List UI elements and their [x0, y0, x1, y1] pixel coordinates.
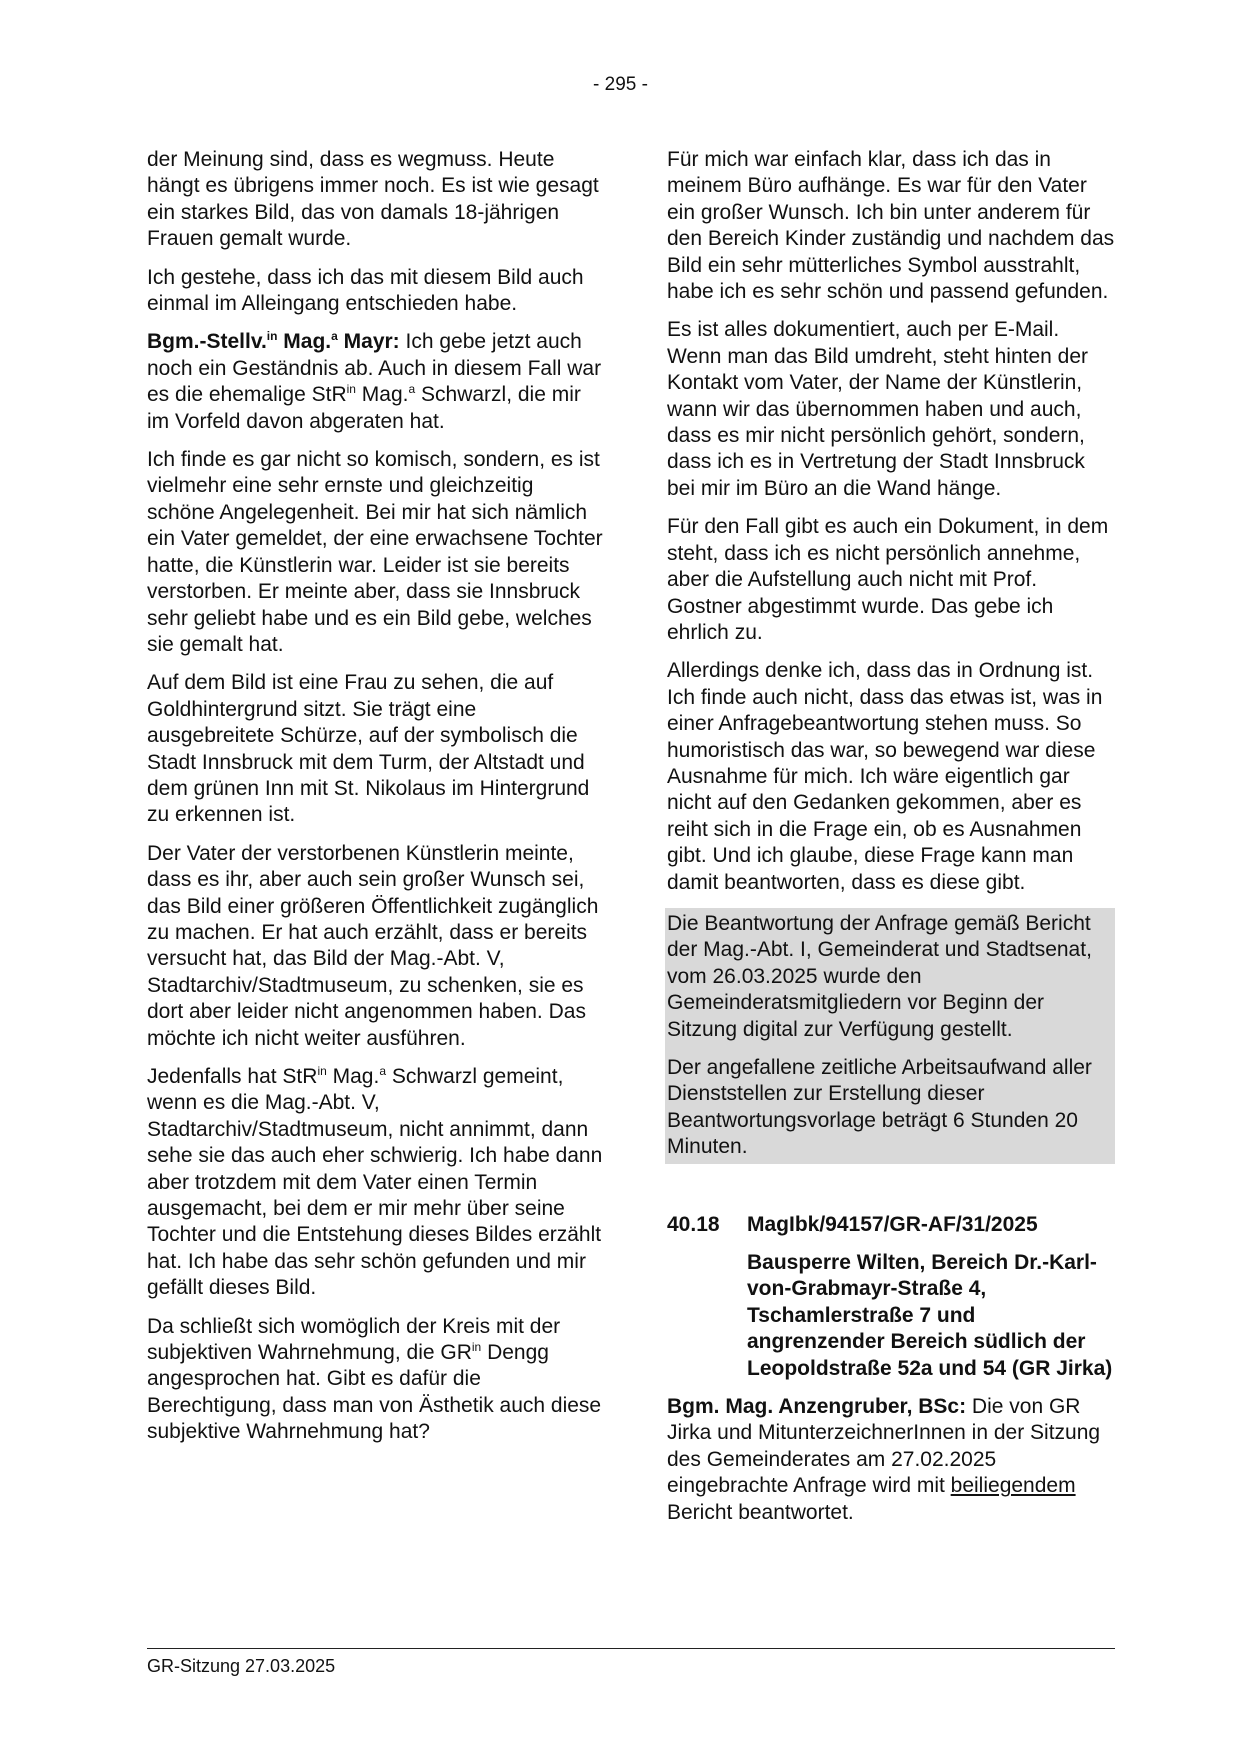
notice-paragraph: Der angefallene zeitliche Arbeitsaufwand aller Dienststellen zur Erstellung dieser Beantwortungsvorlage beträgt 6 Stunden 20 Minuten.: [667, 1056, 1092, 1159]
item-reference: MagIbk/94157/GR-AF/31/2025: [747, 1212, 1038, 1236]
item-number: 40.18: [667, 1212, 720, 1236]
agenda-item-heading: [667, 1212, 1115, 1238]
paragraph: Allerdings denke ich, dass das in Ordnung ist. Ich finde auch nicht, dass das etwas ist, was in einer Anfragebeantwortung stehen muss. So humoristisch das war, so bewegend war diese Ausnahme für mich. Ich wäre eigentlich gar nicht auf den Gedanken gekommen, aber es reiht sich in die Frage ein, ob es Ausnahmen gibt. Und ich glaube, diese Frage kann man damit beantworten, dass es diese gibt.: [667, 659, 1103, 894]
footer-divider: [147, 1648, 1115, 1649]
paragraph: Da schließt sich womöglich der Kreis mit der subjektiven Wahrnehmung, die $GR^{in}$ Dengg angesprochen hat. Gibt es dafür die Berechtigung, dass man von Ästhetik auch diese subjektive Wahrnehmung hat?: [147, 1314, 602, 1444]
paragraph: Für mich war einfach klar, dass ich das in meinem Büro aufhänge. Es war für den Vater ein großer Wunsch. Ich bin unter anderem für den Bereich Kinder zuständig und nachdem das Bild ein sehr mütterliches Symbol ausstrahlt, habe ich es sehr schön und passend gefunden.: [667, 148, 1115, 304]
paragraph: Für den Fall gibt es auch ein Dokument, in dem steht, dass ich es nicht persönlich annehme, aber die Aufstellung auch nicht mit Prof. Gostner abgestimmt wurde. Das gebe ich ehrlich zu.: [667, 515, 1109, 644]
paragraph: Der Vater der verstorbenen Künstlerin meinte, dass es ihr, aber auch sein großer Wunsch sei, das Bild einer größeren Öffentlichkeit zugänglich zu machen. Er hat auch erzählt, dass er bereits versucht hat, das Bild der Mag.-Abt. V, Stadtarchiv/Stadtmuseum, zu schenken, sie es dort aber leider nicht angenommen haben. Das möchte ich nicht weiter ausführen.: [147, 841, 599, 1050]
speaker-paragraph: Bgm. Mag. Anzengruber, BSc: Die von GR Jirka und MitunterzeichnerInnen in der Sitzung des Gemeinderates am 27.02.2025 eingebrachte Anfrage wird mit beiliegendem Bericht beantwortet.: [667, 1395, 1101, 1524]
paragraph: Ich gestehe, dass ich das mit diesem Bild auch einmal im Alleingang entschieden habe.: [147, 265, 584, 316]
paragraph: Auf dem Bild ist eine Frau zu sehen, die auf Goldhintergrund sitzt. Sie trägt eine ausgebreitete Schürze, auf der symbolisch die Stadt Innsbruck mit dem Turm, der Altstadt und dem grünen Inn mit St. Nikolaus im Hintergrund zu erkennen ist.: [147, 671, 590, 827]
notice-paragraph: Die Beantwortung der Anfrage gemäß Bericht der Mag.-Abt. I, Gemeinderat und Stadtsenat, vom 26.03.2025 wurde den Gemeinderatsmitgliedern vor Beginn der Sitzung digital zur Verfügung gestellt.: [667, 911, 1092, 1041]
shaded-notice: [665, 908, 1115, 1164]
page-number: - 295 -: [593, 74, 648, 95]
speaker-paragraph: Bgm.-Stellv.$^{in}$ Mag.$^a$ Mayr: Ich gebe jetzt auch noch ein Geständnis ab. Auch in diesem Fall war es die ehemalige StR$^{in}$ Mag.$^a$ Schwarzl, die mir im Vorfeld davon abgeraten hat.: [147, 329, 602, 433]
right-column: [667, 147, 1115, 1538]
paragraph: Ich finde es gar nicht so komisch, sondern, es ist vielmehr eine sehr ernste und gleichzeitig schöne Angelegenheit. Bei mir hat sich nämlich ein Vater gemeldet, der eine erwachsene Tochter hatte, die Künstlerin war. Leider ist sie bereits verstorben. Er meinte aber, dass sie Innsbruck sehr geliebt habe und es ein Bild gebe, welches sie gemalt hat.: [147, 448, 603, 656]
left-column: [147, 147, 605, 1458]
item-title: Bausperre Wilten, Bereich Dr.-Karl-von-Grabmayr-Straße 4, Tschamlerstraße 7 und angrenzender Bereich südlich der Leopoldstraße 52a und 54 (GR Jirka): [747, 1251, 1113, 1380]
speaker-name: Bgm. Mag. Anzengruber, BSc:: [667, 1395, 967, 1419]
footer-text: GR-Sitzung 27.03.2025: [147, 1656, 336, 1676]
paragraph: Es ist alles dokumentiert, auch per E-Mail. Wenn man das Bild umdreht, steht hinten der Kontakt vom Vater, der Name der Künstlerin, wann wir das übernommen haben und auch, dass es mir nicht persönlich gehört, sondern, dass ich es in Vertretung der Stadt Innsbruck bei mir im Büro an die Wand hänge.: [667, 318, 1089, 500]
paragraph: Jedenfalls hat StR$^{in}$ Mag.$^a$ Schwarzl gemeint, wenn es die Mag.-Abt. V, Stadtarchiv/Stadtmuseum, nicht annimmt, dann sehe sie das auch eher schwierig. Ich habe dann aber trotzdem mit dem Vater einen Termin ausgemacht, bei dem er mir mehr über seine Tochter und die Entstehung dieses Bildes erzählt hat. Ich habe das sehr schön gefunden und mir gefällt dieses Bild.: [147, 1064, 603, 1300]
speaker-name: Bgm.-Stellv.$^{in}$ Mag.$^a$ Mayr:: [147, 329, 400, 354]
paragraph: der Meinung sind, dass es wegmuss. Heute hängt es übrigens immer noch. Es ist wie gesagt ein starkes Bild, das von damals 18-jährigen Frauen gemalt wurde.: [147, 148, 599, 251]
report-link[interactable]: beiliegendem: [950, 1474, 1076, 1498]
